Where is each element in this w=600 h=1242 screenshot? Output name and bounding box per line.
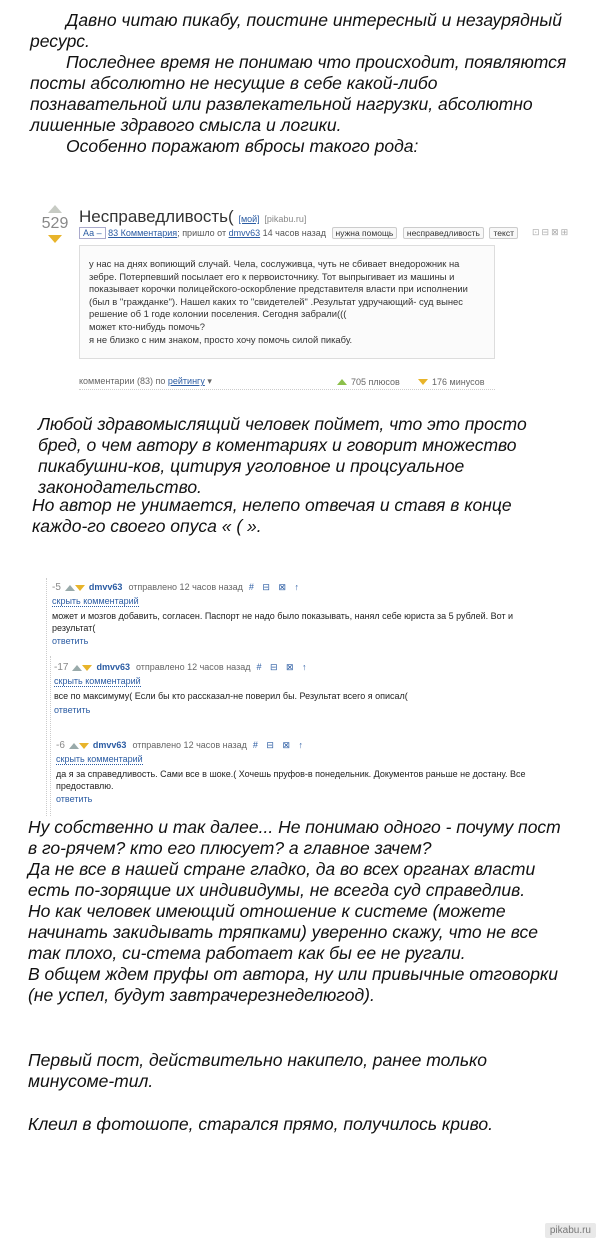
- essay-paragraph-5: Но автор не унимается, нелепо отвечая и ставя в конце каждо-го своего опуса « ( ».: [32, 495, 512, 536]
- comment-header: [54, 662, 524, 673]
- post-rating: [35, 205, 75, 243]
- comment-score: -17: [54, 662, 69, 673]
- sent-prefix: ; пришло от: [177, 228, 227, 238]
- vote-down-icon[interactable]: [79, 743, 89, 749]
- post-rating-value: 529: [41, 215, 69, 232]
- post-title[interactable]: Несправедливость(: [79, 207, 234, 226]
- chevron-down-icon[interactable]: ▾: [207, 376, 212, 386]
- essay-paragraph-7: Первый пост, действительно накипело, ранее только минусоме-тил.: [28, 1050, 488, 1091]
- comment-time: отправлено 12 часов назад: [135, 662, 251, 672]
- comment-time: отправлено 12 часов назад: [128, 582, 243, 592]
- post-tag-site: [pikabu.ru]: [264, 214, 307, 224]
- vote-up-icon[interactable]: [72, 665, 82, 671]
- essay-intro: [30, 10, 575, 157]
- comment: [56, 740, 526, 804]
- comment-author[interactable]: dmvv63: [88, 582, 123, 592]
- essay-paragraph-4: Любой здравомыслящий человек поймет, что это просто бред, о чем автору в коментариях и говорит множество пикабушни-ков, цитируя уголовное и процсуальное законодательство.: [38, 414, 527, 497]
- plus-icon: [337, 379, 347, 385]
- comment-action-icons[interactable]: # ⊟ ⊠ ↑: [252, 740, 307, 750]
- comments-screenshot: [42, 578, 562, 816]
- share-icon[interactable]: ⊠: [551, 227, 561, 237]
- comment-header: [52, 582, 522, 593]
- essay-final-2: [28, 1114, 568, 1135]
- post-action-icons: [532, 227, 570, 238]
- watermark: pikabu.ru: [545, 1223, 596, 1238]
- post-body-line: может кто-нибудь помочь?: [89, 320, 205, 332]
- post-body-line: показывает корочки полицейского-оскорбление представителя власти при исполнении: [89, 283, 468, 295]
- minuses-counter: [418, 377, 485, 387]
- post-body-line: (был в "гражданке"). Нашел каких то "свидетелей" .Результат удручающий- суд вынес: [89, 295, 463, 307]
- comment-header: [56, 740, 526, 751]
- essay-paragraph-1: Давно читаю пикабу, поистине интересный и незаурядный ресурс.: [30, 10, 563, 51]
- essay-final-1: [28, 1050, 568, 1092]
- comment-score: -5: [52, 582, 61, 593]
- vote-up-icon[interactable]: [65, 585, 75, 591]
- comment-text: да я за справедливость. Сами все в шоке.( Хочешь пруфов-в понедельник. Документов раньше не достану. Все предоставлю.: [56, 769, 526, 791]
- post-title-row: [79, 207, 306, 227]
- post-tag-own[interactable]: [мой]: [238, 214, 260, 224]
- pluses-text: 705 плюсов: [351, 377, 400, 387]
- comments-count-label: комментарии (83) по: [79, 376, 166, 386]
- flag-icon[interactable]: ⊞: [560, 227, 571, 237]
- reply-link[interactable]: ответить: [52, 636, 89, 646]
- post-meta: [79, 227, 518, 239]
- essay-paragraph-3: Особенно поражают вбросы такого рода:: [66, 136, 419, 156]
- comment-author[interactable]: dmvv63: [92, 740, 127, 750]
- vote-down-icon[interactable]: [82, 665, 92, 671]
- embedded-post: [30, 205, 575, 395]
- post-body-line: у нас на днях вопиющий случай. Чела, сослуживца, чуть не сбивает внедорожник на: [89, 258, 460, 269]
- post-tag[interactable]: текст: [489, 227, 517, 239]
- essay-paragraph-6b: Да не все в нашей стране гладко, да во всех органах власти есть по-зорящие их индивидумы, не всегда суд справедлив.: [28, 859, 536, 900]
- save-icon[interactable]: ⊟: [541, 227, 552, 237]
- comment: [52, 582, 522, 646]
- comment-score: -6: [56, 740, 65, 751]
- essay-paragraph-6c: Но как человек имеющий отношение к системе (можете начинать закидывать тряпками) уверенно скажу, что не все так плохо, си-стема работает как бы ее не ругали.: [28, 901, 538, 963]
- essay-paragraph-6a: Ну собственно и так далее... Не понимаю одного - почуму пост в го-рячем? кто его плюсует? а главное зачем?: [28, 817, 561, 858]
- comment-action-icons[interactable]: # ⊟ ⊠ ↑: [256, 662, 310, 672]
- post-footer: [79, 376, 212, 387]
- thread-line: [50, 656, 51, 816]
- post-time: 14 часов назад: [262, 228, 327, 238]
- comment-time: отправлено 12 часов назад: [132, 740, 247, 750]
- essay-paragraph-8: Клеил в фотошопе, старался прямо, получилось криво.: [28, 1114, 493, 1134]
- post-author[interactable]: dmvv63: [228, 228, 261, 238]
- sort-dropdown[interactable]: рейтингу: [167, 376, 205, 386]
- hide-comment-link[interactable]: скрыть комментарий: [54, 676, 141, 686]
- reply-link[interactable]: ответить: [54, 704, 91, 715]
- comment: [54, 662, 524, 715]
- reply-link[interactable]: ответить: [56, 794, 93, 804]
- post-tag[interactable]: несправедливость: [403, 227, 484, 239]
- lock-icon[interactable]: ⊡: [532, 227, 542, 237]
- hide-comment-link[interactable]: скрыть комментарий: [52, 596, 139, 606]
- essay-middle-2: [32, 495, 557, 537]
- post-tag[interactable]: нужна помощь: [332, 227, 398, 239]
- comments-link[interactable]: 83 Комментария: [108, 228, 178, 238]
- vote-down-icon[interactable]: [75, 585, 85, 591]
- vote-down-icon[interactable]: [48, 235, 62, 243]
- vote-up-icon[interactable]: [69, 743, 79, 749]
- comment-text: может и мозгов добавить, согласен. Паспорт не надо было показывать, нанял себе юриста за 5 рублей. Вот и результат(: [52, 611, 514, 633]
- hide-comment-link[interactable]: скрыть комментарий: [56, 754, 143, 764]
- comment-action-icons[interactable]: # ⊟ ⊠ ↑: [248, 582, 303, 592]
- essay-conclusion: [28, 817, 568, 1006]
- comment-text: все по максимуму( Если бы кто рассказал-не поверил бы. Результат всего я описал(: [54, 691, 408, 701]
- font-size-button[interactable]: Аа –: [79, 227, 106, 239]
- post-body-line: зебре. Потерпевший посылает его к первоисточнику. Тот выпрыгивает из машины и: [89, 270, 455, 282]
- comment-author[interactable]: dmvv63: [96, 662, 130, 672]
- post-body-line: решение об 1 годе колонии поселения. Сегодня забрали(((: [89, 308, 347, 320]
- minus-icon: [418, 379, 428, 385]
- thread-line: [46, 578, 47, 816]
- pluses-counter: [337, 377, 400, 387]
- essay-paragraph-6d: В общем ждем пруфы от автора, ну или привычные отговорки (не успел, будут завтрачерезнеделюгод).: [28, 964, 558, 1005]
- minuses-text: 176 минусов: [432, 377, 485, 387]
- post-body: [79, 245, 495, 359]
- essay-middle: [38, 414, 563, 498]
- post-body-line: я не близко с ним знаком, просто хочу помочь силой пикабу.: [89, 333, 353, 345]
- essay-paragraph-2: Последнее время не понимаю что происходит, появляются посты абсолютно не несущие в себе какой-либо познавательной или развлекательной нагрузки, абсолютно лишенные здравого смысла и логики.: [30, 52, 567, 135]
- vote-up-icon[interactable]: [48, 205, 62, 213]
- footer-divider: [79, 389, 495, 390]
